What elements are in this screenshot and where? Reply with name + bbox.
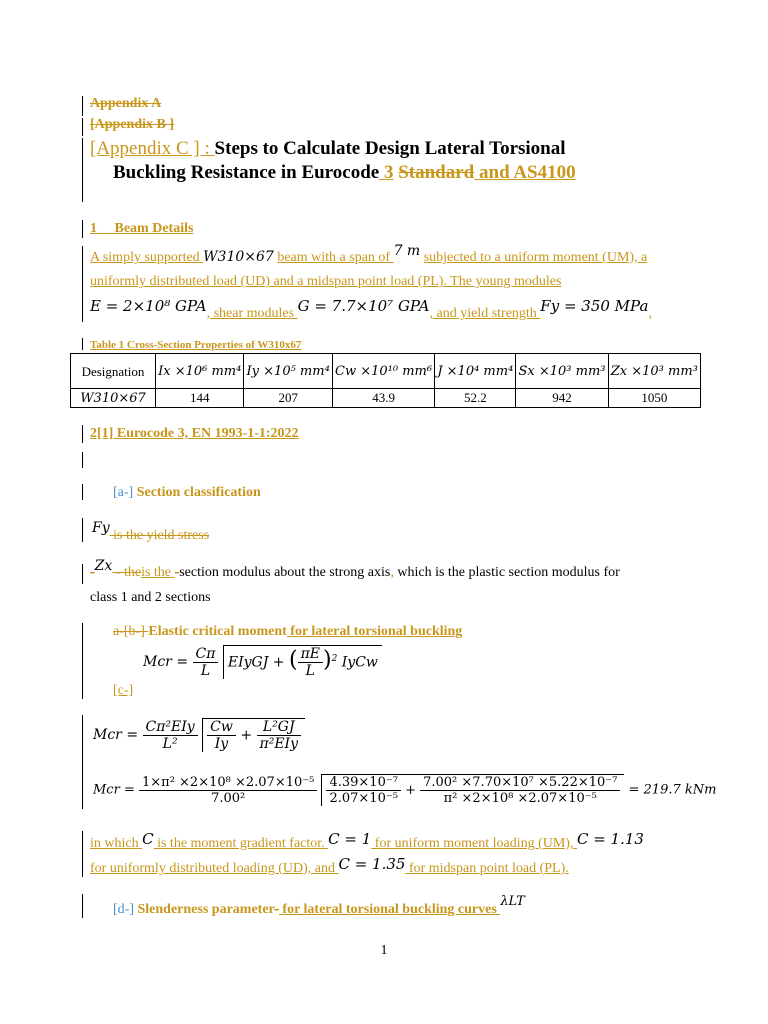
eq-lhs: Mcr = [143, 654, 189, 670]
table-cell: W310×67 [71, 389, 156, 408]
text: for uniform moment loading (UM), [371, 836, 577, 851]
deleted-text: the [123, 565, 142, 580]
subsection-title: Elastic critical moment [148, 624, 287, 639]
table-header: J ×10⁴ mm⁴ [435, 354, 516, 389]
text: subjected to a uniform moment (UM), a [423, 250, 648, 265]
subsection-b [113, 624, 462, 640]
table-cell: 207 [244, 389, 332, 408]
appendix-a-deleted: Appendix A [90, 96, 162, 111]
table-header-row [71, 354, 701, 389]
text: for midspan point load (PL). [405, 861, 569, 876]
zx-line2: class 1 and 2 sections [90, 590, 211, 605]
change-bar [82, 518, 83, 542]
table-header: Cw ×10¹⁰ mm⁶ [332, 354, 434, 389]
text: in which [90, 836, 143, 851]
change-bar [82, 96, 83, 116]
c-symbol: C [142, 830, 154, 848]
c-value: C = 1 [328, 830, 372, 848]
text: is the moment gradient factor. [153, 836, 329, 851]
beam-details-line2: uniformly distributed load (UD) and a midspan point load (PL). The young modules [90, 274, 562, 289]
text: , [648, 306, 652, 321]
table-cell: 43.9 [332, 389, 434, 408]
subsection-d: [d-] Slenderness parameter- for lateral torsional buckling curves λLT [113, 894, 525, 917]
moment-gradient-line2 [90, 855, 569, 877]
eq-numerator: πE [298, 646, 323, 663]
text: beam with a span of [277, 250, 394, 265]
fy-symbol: Fy [92, 520, 110, 536]
section-1-heading: 1 Beam Details [90, 221, 194, 236]
page-title [90, 138, 566, 160]
eq-numerator: 4.39×10⁻⁷ [326, 775, 400, 791]
beam-details-line1 [90, 243, 648, 266]
text: A simply supported [90, 250, 204, 265]
change-bar [82, 338, 83, 350]
table-header: Sx ×10³ mm³ [516, 354, 608, 389]
moment-gradient-line1 [90, 830, 644, 852]
title-line1: Steps to Calculate Design Lateral Torsional [214, 138, 566, 159]
text: which is the plastic section modulus for [393, 565, 620, 580]
appendix-b-deleted: [Appendix B ] [90, 117, 175, 132]
subsection-label: [d-] [113, 902, 134, 917]
lambda-lt-symbol: λLT [500, 894, 525, 909]
change-bar [82, 894, 83, 918]
zx-line1: -Zx - theis the -section modulus about the strong axis, which is the plastic section modulus for [90, 558, 620, 580]
equation-mcr-3 [93, 774, 716, 806]
eq-denominator: 2.07×10⁻⁵ [329, 791, 398, 806]
title-deleted-standard: Standard [398, 162, 475, 183]
eq-denominator: π²EIy [259, 736, 298, 752]
table-header: Ix ×10⁶ mm⁴ [156, 354, 244, 389]
shear-modulus: G = 7.7×10⁷ GPA [297, 297, 430, 315]
eq-term: EIyGJ + [227, 654, 289, 671]
fy-line [92, 520, 210, 543]
change-bar [82, 484, 83, 500]
eq-denominator: 7.00² [211, 790, 246, 806]
title-insert-as4100: and AS4100 [474, 162, 576, 183]
text: for uniformly distributed loading (UD), and [90, 861, 339, 876]
yield-strength: Fy = 350 MPa [540, 297, 649, 315]
beam-details-line3 [90, 297, 652, 321]
table-header: Zx ×10³ mm³ [608, 354, 700, 389]
eq-term: IyCw [341, 654, 378, 671]
eq-numerator: L²GJ [257, 719, 301, 736]
inserted-text: is the [141, 565, 175, 580]
subsection-c-label: [c-] [113, 683, 134, 698]
eq-operator: + [405, 783, 416, 798]
c-value: C = 1.35 [338, 855, 406, 873]
deleted-text: is the yield stress [109, 528, 210, 543]
eq-numerator: Cπ [193, 646, 219, 663]
table-cell: 942 [516, 389, 608, 408]
page-title-line2 [113, 162, 576, 184]
change-bar [82, 564, 83, 584]
inserted-text: for lateral torsional buckling curves [278, 902, 501, 917]
table-cell: 1050 [608, 389, 700, 408]
change-bar [82, 425, 83, 443]
eq-denominator: Iy [214, 736, 229, 752]
text: section modulus about the strong axis [179, 565, 391, 580]
page-number: 1 [380, 943, 388, 958]
change-bar [82, 831, 83, 877]
young-modulus: E = 2×10⁸ GPA [90, 297, 207, 315]
title-insert-3: 3 [379, 162, 394, 183]
table-caption: Table 1 Cross-Section Properties of W310x67 [90, 339, 302, 351]
text: , shear modules [206, 306, 298, 321]
section-symbol: W310×67 [203, 249, 274, 265]
eq-numerator: 7.00² ×7.70×10⁷ ×5.22×10⁻⁷ [420, 775, 620, 791]
zx-symbol: Zx [94, 558, 113, 574]
inserted-text: , [390, 565, 394, 580]
subsection-a [113, 485, 261, 501]
subsection-label: [a-] [113, 485, 134, 500]
section-2-heading: 2[1] Eurocode 3, EN 1993-1-1:2022 [90, 426, 299, 441]
equation-mcr-2 [93, 718, 305, 752]
change-bar [82, 118, 83, 136]
eq-operator: + [240, 727, 253, 744]
change-bar [82, 246, 83, 322]
change-bar [82, 623, 83, 699]
c-value: C = 1.13 [576, 830, 644, 848]
cross-section-table [70, 353, 701, 408]
table-header: Designation [71, 354, 156, 389]
equation-mcr-1: Mcr = $\frac{C\pi}{L}$ EIyGJ + ( $\frac{\pi E}{L}$ )$^2$ IyCw [143, 645, 382, 679]
eq-numerator: Cw [207, 719, 236, 736]
eq-numerator: Cπ²EIy [143, 719, 198, 736]
appendix-c-label: [Appendix C ] : [90, 138, 215, 159]
eq-denominator: L² [162, 735, 178, 752]
eq-denominator: π² ×2×10⁸ ×2.07×10⁻⁵ [443, 791, 597, 806]
change-bar [82, 138, 83, 202]
table-row [71, 389, 701, 408]
eq-denominator: L [305, 663, 315, 679]
span-value: 7 m [393, 243, 421, 259]
eq-denominator: L [200, 662, 211, 679]
text: , and yield strength [429, 306, 541, 321]
eq-lhs: Mcr = [93, 782, 135, 798]
eq-result: = 219.7 kNm [628, 782, 717, 798]
table-header: Iy ×10⁵ mm⁴ [244, 354, 332, 389]
change-bar [82, 715, 83, 809]
table-cell: 144 [156, 389, 244, 408]
title-line2: Buckling Resistance in Eurocode [113, 162, 380, 183]
subsection-title: Section classification [136, 485, 261, 500]
table-cell: 52.2 [435, 389, 516, 408]
deleted-text: a-[b-] [113, 624, 149, 639]
eq-numerator: 1×π² ×2×10⁸ ×2.07×10⁻⁵ [139, 775, 317, 791]
subsection-title: Slenderness parameter [137, 902, 275, 917]
change-bar [82, 220, 83, 238]
inserted-text: for lateral torsional buckling [286, 624, 463, 639]
eq-lhs: Mcr = [93, 727, 139, 743]
change-bar [82, 452, 83, 468]
